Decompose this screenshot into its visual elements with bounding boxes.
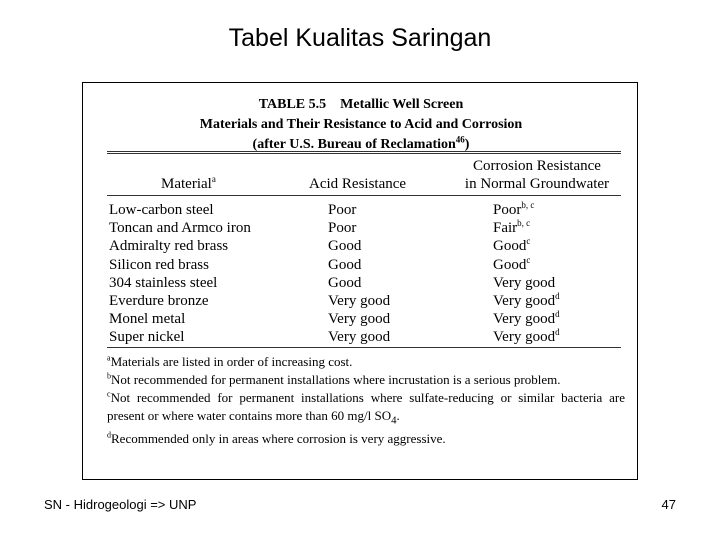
footnote-d-text: Recommended only in areas where corrosion is very aggressive.	[111, 430, 446, 446]
table-row	[109, 310, 629, 328]
footnote-c	[107, 389, 625, 430]
header-corrosion-line2: in Normal Groundwater	[464, 176, 610, 192]
table-row	[109, 237, 629, 255]
cell-acid: Good	[328, 274, 362, 291]
table-header-rule	[107, 195, 621, 196]
cell-material: 304 stainless steel	[109, 274, 218, 291]
table-row	[109, 201, 629, 219]
footnote-c-end: .	[396, 408, 400, 423]
cell-corrosion-value: Very good	[493, 292, 556, 309]
cell-corrosion-value: Fair	[493, 220, 518, 237]
table-heading	[83, 95, 639, 155]
cell-acid: Very good	[328, 292, 391, 309]
footnote-c-subscript: 4	[391, 414, 397, 427]
table-row	[109, 256, 629, 274]
header-material-note: a	[211, 174, 216, 184]
table-top-rule	[107, 151, 621, 154]
cell-note: c	[526, 254, 531, 265]
footnote-c-text: Not recommended for permanent installations where sulfate-reducing or similar bacteria are present or where water contains more than 60 mg/l SO	[107, 390, 625, 423]
cell-material: Monel metal	[109, 311, 186, 328]
footnote-a-mark: a	[107, 353, 111, 363]
footnote-d-mark: d	[107, 430, 111, 440]
cell-acid: Very good	[328, 311, 391, 328]
cell-corrosion	[493, 328, 560, 346]
table-row	[109, 328, 629, 346]
header-material	[161, 175, 216, 193]
table-row	[109, 274, 629, 292]
cell-acid: Very good	[328, 329, 391, 346]
table-title-main: Metallic Well Screen	[340, 97, 464, 112]
cell-corrosion	[493, 237, 530, 255]
cell-acid: Good	[328, 238, 362, 255]
cell-corrosion-value: Very good	[493, 311, 556, 328]
header-acid-resistance: Acid Resistance	[309, 176, 407, 192]
cell-note: b, c	[517, 218, 531, 229]
header-corrosion-line1: Corrosion Resistance	[473, 158, 601, 174]
cell-note: d	[555, 327, 560, 338]
footer-course-label: SN - Hidrogeologi => UNP	[44, 497, 197, 512]
table-title-line2: Materials and Their Resistance to Acid and Corrosion	[199, 117, 523, 132]
footnote-a	[107, 353, 625, 371]
cell-material: Toncan and Armco iron	[109, 220, 251, 237]
cell-material: Silicon red brass	[109, 256, 209, 273]
slide-title: Tabel Kualitas Saringan	[228, 24, 492, 52]
table-title-ref: 46	[455, 134, 465, 145]
table-row	[109, 292, 629, 310]
table-number: TABLE 5.5	[258, 97, 327, 112]
table-footnotes	[107, 353, 625, 448]
table-bottom-rule	[107, 347, 621, 348]
cell-corrosion	[493, 292, 560, 310]
table-title-source: (after U.S. Bureau of Reclamation	[252, 137, 456, 152]
footnote-b	[107, 371, 625, 389]
footnote-a-text: Materials are listed in order of increasing cost.	[110, 354, 353, 369]
cell-corrosion	[493, 219, 530, 237]
cell-corrosion-value: Poor	[493, 202, 522, 218]
page-number: 47	[661, 497, 676, 512]
cell-corrosion	[493, 310, 560, 328]
cell-material: Low-carbon steel	[109, 202, 214, 218]
header-material-label: Material	[161, 176, 212, 192]
cell-corrosion-value: Good	[493, 256, 527, 273]
cell-material: Everdure bronze	[109, 292, 209, 309]
cell-corrosion	[493, 201, 534, 219]
cell-corrosion-value: Very good	[493, 274, 556, 291]
table-title-line1	[83, 95, 639, 115]
cell-note: c	[526, 236, 531, 247]
footnote-b-mark: b	[107, 371, 111, 381]
cell-corrosion-value: Good	[493, 238, 527, 255]
footnote-c-mark: c	[107, 389, 111, 399]
footnote-b-text: Not recommended for permanent installations where incrustation is a serious problem.	[111, 372, 561, 387]
table-row	[109, 219, 629, 237]
cell-acid: Poor	[328, 202, 357, 218]
table-body	[109, 201, 629, 347]
cell-material: Super nickel	[109, 329, 185, 346]
table-scan-figure	[82, 82, 638, 480]
footnote-d	[107, 430, 625, 448]
cell-acid: Poor	[328, 220, 357, 237]
cell-material: Admiralty red brass	[109, 238, 229, 255]
table-title-close: )	[464, 137, 470, 152]
cell-acid: Good	[328, 256, 362, 273]
header-corrosion-resistance	[451, 157, 623, 193]
cell-note: b, c	[521, 200, 535, 210]
cell-corrosion	[493, 256, 530, 274]
cell-note: d	[555, 309, 560, 320]
cell-note: d	[555, 290, 560, 301]
cell-corrosion	[493, 274, 555, 292]
cell-corrosion-value: Very good	[493, 329, 556, 346]
